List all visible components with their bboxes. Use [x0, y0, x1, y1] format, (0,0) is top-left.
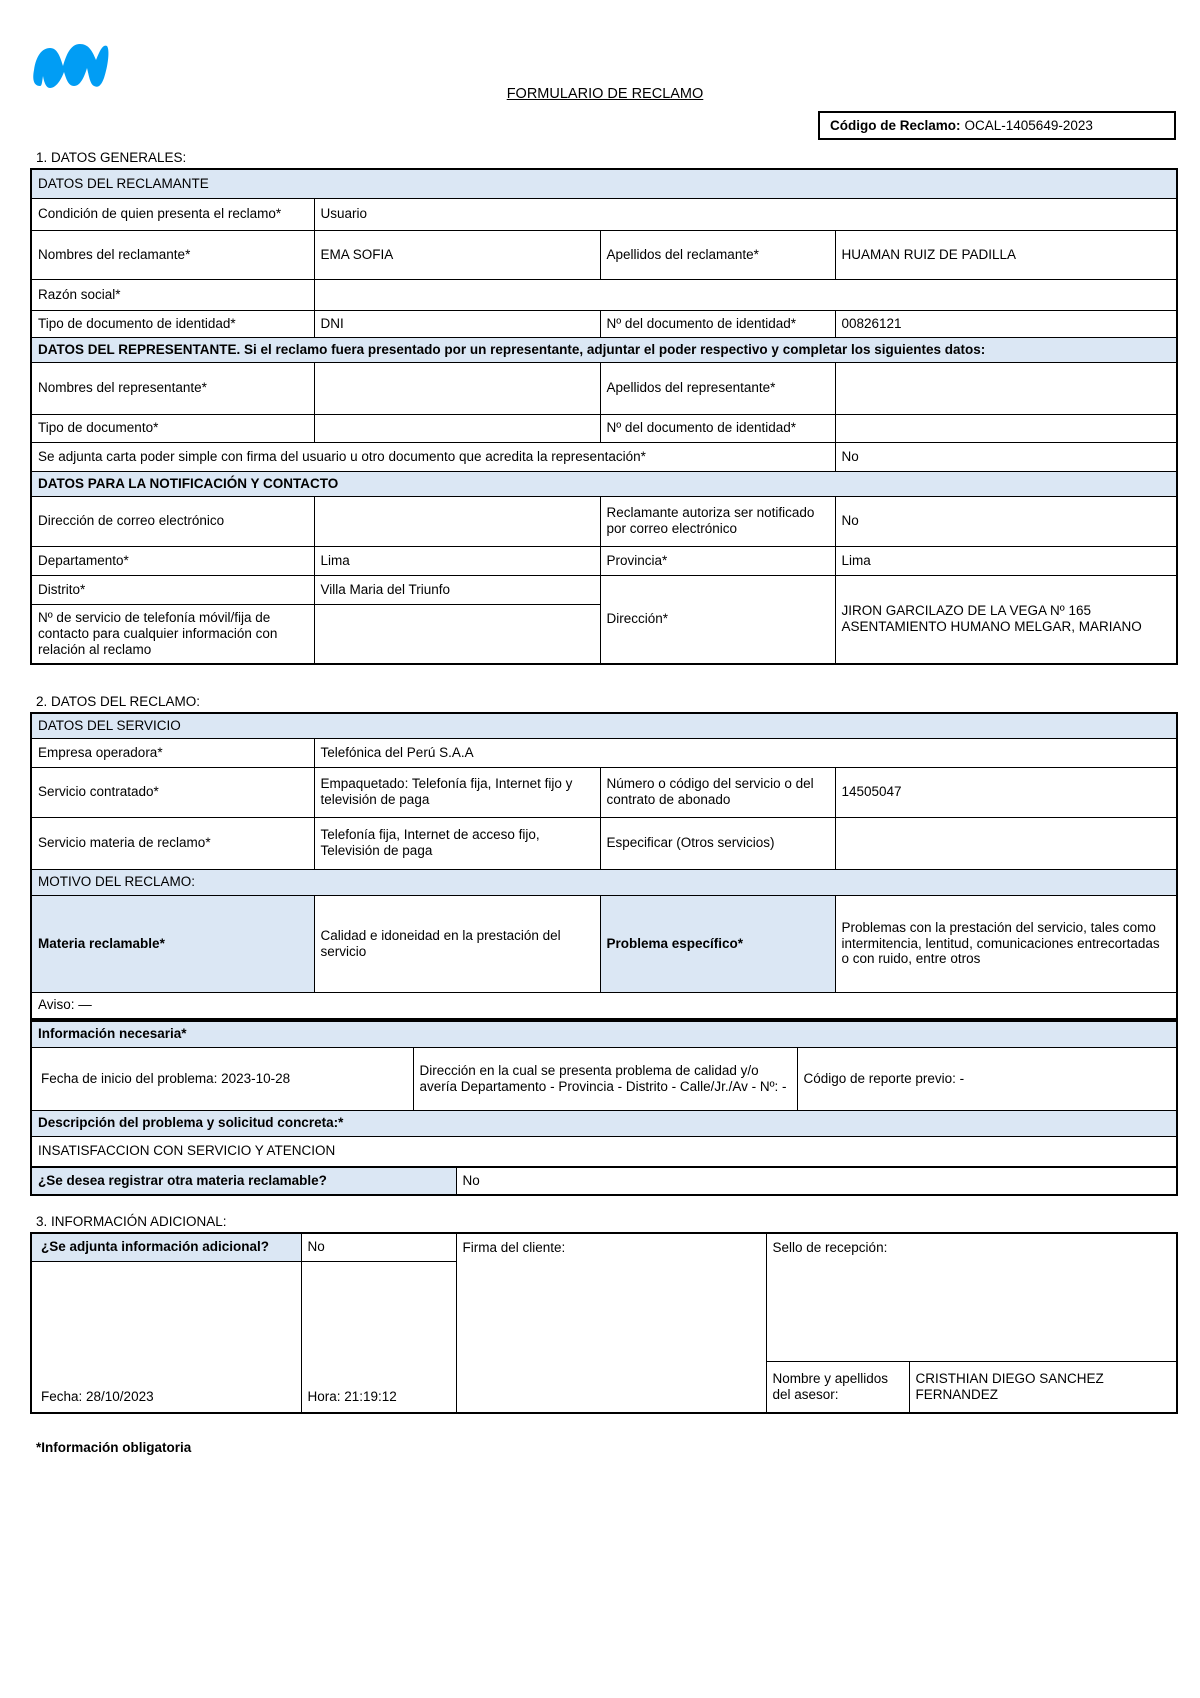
empresa-value: Telefónica del Perú S.A.A [314, 738, 1177, 767]
numero-servicio-value: 14505047 [835, 767, 1177, 817]
departamento-value: Lima [314, 546, 600, 575]
rep-apellidos-label: Apellidos del representante* [600, 362, 835, 414]
servicio-header: DATOS DEL SERVICIO [31, 713, 1177, 738]
correo-value [314, 496, 600, 546]
firma-cliente: Firma del cliente: [456, 1233, 766, 1413]
telefono-label: Nº de servicio de telefonía móvil/fija de contacto para cualquier información con relación al reclamo [31, 604, 314, 664]
autoriza-label: Reclamante autoriza ser notificado por correo electrónico [600, 496, 835, 546]
numero-servicio-label: Número o código del servicio o del contrato de abonado [600, 767, 835, 817]
adjunta-info-value: No [301, 1233, 456, 1261]
rep-nombres-value [314, 362, 600, 414]
section-1-title: 1. DATOS GENERALES: [36, 150, 187, 165]
materia-reclamable-label: Materia reclamable* [31, 895, 314, 992]
direccion-label: Dirección* [600, 575, 835, 664]
problema-especifico-label: Problema específico* [600, 895, 835, 992]
autoriza-value: No [835, 496, 1177, 546]
adjunta-info-label: ¿Se adjunta información adicional? [31, 1233, 301, 1261]
otra-materia-table [30, 1166, 1178, 1196]
form-title: FORMULARIO DE RECLAMO [506, 86, 704, 102]
section-3-title: 3. INFORMACIÓN ADICIONAL: [36, 1214, 227, 1229]
correo-label: Dirección de correo electrónico [31, 496, 314, 546]
additional-info-table [30, 1232, 1178, 1414]
direccion-problema: Dirección en la cual se presenta problema de calidad y/o avería Departamento - Provincia - Distrito - Calle/Jr./Av - Nº: - [413, 1047, 797, 1110]
distrito-value: Villa Maria del Triunfo [314, 575, 600, 604]
departamento-label: Departamento* [31, 546, 314, 575]
aviso: Aviso: — [31, 992, 1177, 1019]
info-necesaria-table [30, 1020, 1178, 1168]
tipo-doc-label: Tipo de documento de identidad* [31, 310, 314, 337]
rep-num-value [835, 414, 1177, 442]
hora: Hora: 21:19:12 [301, 1261, 456, 1413]
carta-poder-value: No [835, 442, 1177, 471]
section-2-title: 2. DATOS DEL RECLAMO: [36, 694, 201, 709]
claim-code-box [818, 111, 1176, 140]
empresa-label: Empresa operadora* [31, 738, 314, 767]
num-doc-value: 00826121 [835, 310, 1177, 337]
codigo-reporte-previo: Código de reporte previo: - [797, 1047, 1177, 1110]
tipo-doc-value: DNI [314, 310, 600, 337]
otra-materia-label: ¿Se desea registrar otra materia reclamable? [31, 1167, 456, 1195]
apellidos-label: Apellidos del reclamante* [600, 230, 835, 279]
rep-apellidos-value [835, 362, 1177, 414]
motivo-header: MOTIVO DEL RECLAMO: [31, 869, 1177, 895]
claim-code-label: Código de Reclamo: [830, 118, 961, 133]
fecha: Fecha: 28/10/2023 [31, 1261, 301, 1413]
otros-servicios-value [835, 817, 1177, 869]
materia-reclamable-value: Calidad e idoneidad en la prestación del servicio [314, 895, 600, 992]
descripcion-value: INSATISFACCION CON SERVICIO Y ATENCION [31, 1136, 1177, 1167]
condicion-value: Usuario [314, 198, 1177, 230]
asesor-value: CRISTHIAN DIEGO SANCHEZ FERNANDEZ [909, 1361, 1177, 1413]
contratado-label: Servicio contratado* [31, 767, 314, 817]
direccion-value: JIRON GARCILAZO DE LA VEGA Nº 165 ASENTAMIENTO HUMANO MELGAR, MARIANO [835, 575, 1177, 664]
num-doc-label: Nº del documento de identidad* [600, 310, 835, 337]
representante-header: DATOS DEL REPRESENTANTE. Si el reclamo fuera presentado por un representante, adjuntar el poder respectivo y completar los siguientes datos: [31, 337, 1177, 362]
razon-label: Razón social* [31, 279, 314, 310]
provincia-label: Provincia* [600, 546, 835, 575]
provincia-value: Lima [835, 546, 1177, 575]
materia-servicio-label: Servicio materia de reclamo* [31, 817, 314, 869]
sello-recepcion: Sello de recepción: [766, 1233, 1177, 1361]
nombres-label: Nombres del reclamante* [31, 230, 314, 279]
rep-nombres-label: Nombres del representante* [31, 362, 314, 414]
nombres-value: EMA SOFIA [314, 230, 600, 279]
mandatory-note: *Información obligatoria [36, 1440, 192, 1455]
otra-materia-value: No [456, 1167, 1177, 1195]
rep-num-label: Nº del documento de identidad* [600, 414, 835, 442]
razon-value [314, 279, 1177, 310]
info-necesaria-header: Información necesaria* [31, 1021, 1177, 1047]
contratado-value: Empaquetado: Telefonía fija, Internet fijo y televisión de paga [314, 767, 600, 817]
rep-tipo-value [314, 414, 600, 442]
rep-tipo-label: Tipo de documento* [31, 414, 314, 442]
problema-especifico-value: Problemas con la prestación del servicio, tales como intermitencia, lentitud, comunicaciones entrecortadas o con ruido, entre otros [835, 895, 1177, 992]
condicion-label: Condición de quien presenta el reclamo* [31, 198, 314, 230]
reclamante-header: DATOS DEL RECLAMANTE [31, 169, 1177, 198]
notificacion-header: DATOS PARA LA NOTIFICACIÓN Y CONTACTO [31, 471, 1177, 496]
asesor-label: Nombre y apellidos del asesor: [766, 1361, 909, 1413]
materia-servicio-value: Telefonía fija, Internet de acceso fijo, Televisión de paga [314, 817, 600, 869]
distrito-label: Distrito* [31, 575, 314, 604]
claim-code-value: OCAL-1405649-2023 [964, 118, 1093, 133]
general-data-table [30, 168, 1178, 665]
otros-servicios-label: Especificar (Otros servicios) [600, 817, 835, 869]
fecha-inicio-problema: Fecha de inicio del problema: 2023-10-28 [31, 1047, 413, 1110]
apellidos-value: HUAMAN RUIZ DE PADILLA [835, 230, 1177, 279]
descripcion-header: Descripción del problema y solicitud concreta:* [31, 1110, 1177, 1136]
carta-poder-label: Se adjunta carta poder simple con firma del usuario u otro documento que acredita la representación* [31, 442, 835, 471]
service-data-table [30, 712, 1178, 1020]
telefono-value [314, 604, 600, 664]
